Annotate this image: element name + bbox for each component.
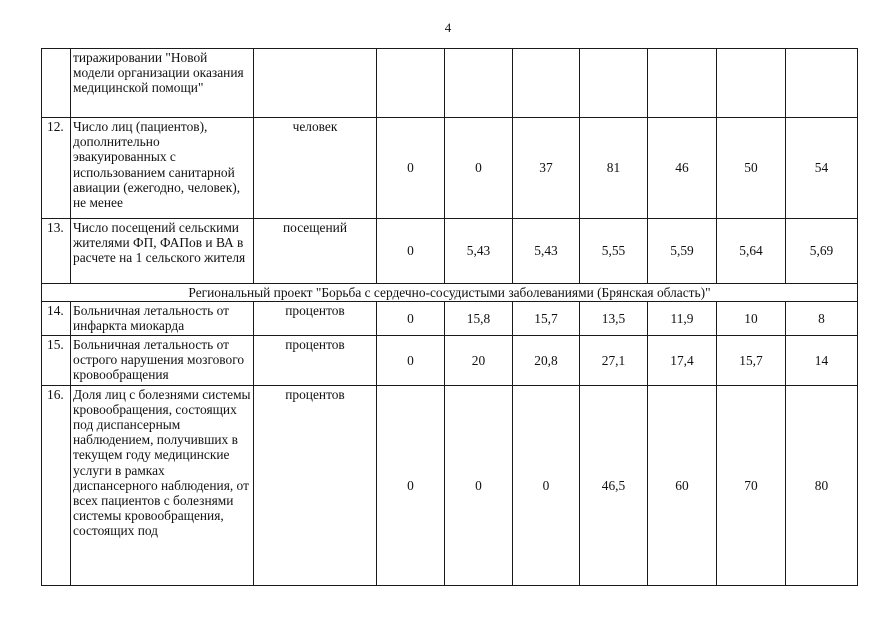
value-cell: 0 — [377, 335, 445, 385]
row-number: 12. — [42, 118, 71, 219]
indicator-name: Число посещений сельскими жителями ФП, ФАПов и ВА в расчете на 1 сельского жителя — [71, 219, 254, 284]
value-cell — [786, 49, 858, 118]
unit-cell: процентов — [254, 335, 377, 385]
value-cell: 14 — [786, 335, 858, 385]
value-cell: 8 — [786, 302, 858, 335]
table-row — [42, 385, 858, 585]
value-cell: 15,8 — [445, 302, 513, 335]
indicator-name: Больничная летальность от инфаркта миокарда — [71, 302, 254, 335]
unit-cell — [254, 49, 377, 118]
section-row — [42, 284, 858, 302]
value-cell: 60 — [648, 385, 717, 585]
table-row — [42, 302, 858, 335]
value-cell: 0 — [513, 385, 580, 585]
value-cell: 5,55 — [580, 219, 648, 284]
value-cell — [377, 49, 445, 118]
unit-cell: человек — [254, 118, 377, 219]
value-cell: 15,7 — [717, 335, 786, 385]
value-cell: 54 — [786, 118, 858, 219]
indicator-name: Число лиц (пациентов), дополнительно эвакуированных с использованием санитарной авиации (ежегодно, человек), не менее — [71, 118, 254, 219]
value-cell: 5,43 — [445, 219, 513, 284]
value-cell: 10 — [717, 302, 786, 335]
value-cell: 46,5 — [580, 385, 648, 585]
table-row — [42, 219, 858, 284]
unit-cell: процентов — [254, 385, 377, 585]
value-cell: 17,4 — [648, 335, 717, 385]
value-cell: 37 — [513, 118, 580, 219]
value-cell: 0 — [377, 219, 445, 284]
value-cell: 70 — [717, 385, 786, 585]
value-cell: 0 — [377, 118, 445, 219]
section-title: Региональный проект "Борьба с сердечно-сосудистыми заболеваниями (Брянская область)" — [42, 284, 858, 302]
row-number: 14. — [42, 302, 71, 335]
value-cell: 27,1 — [580, 335, 648, 385]
row-number — [42, 49, 71, 118]
indicator-name: Больничная летальность от острого нарушения мозгового кровообращения — [71, 335, 254, 385]
page-number: 4 — [444, 20, 452, 35]
value-cell: 81 — [580, 118, 648, 219]
value-cell: 20,8 — [513, 335, 580, 385]
row-number: 13. — [42, 219, 71, 284]
value-cell: 0 — [445, 118, 513, 219]
table-row — [42, 118, 858, 219]
value-cell — [580, 49, 648, 118]
value-cell — [648, 49, 717, 118]
indicator-name: тиражировании "Новой модели организации оказания медицинской помощи" — [71, 49, 254, 118]
value-cell: 0 — [377, 302, 445, 335]
unit-cell: посещений — [254, 219, 377, 284]
value-cell: 11,9 — [648, 302, 717, 335]
unit-cell: процентов — [254, 302, 377, 335]
value-cell: 20 — [445, 335, 513, 385]
value-cell: 80 — [786, 385, 858, 585]
table-row — [42, 49, 858, 118]
value-cell: 46 — [648, 118, 717, 219]
value-cell: 5,59 — [648, 219, 717, 284]
value-cell: 15,7 — [513, 302, 580, 335]
value-cell — [717, 49, 786, 118]
value-cell — [513, 49, 580, 118]
value-cell: 0 — [445, 385, 513, 585]
indicators-table — [41, 48, 858, 586]
value-cell: 50 — [717, 118, 786, 219]
row-number: 16. — [42, 385, 71, 585]
table-row — [42, 335, 858, 385]
value-cell — [445, 49, 513, 118]
indicator-name: Доля лиц с болезнями системы кровообращения, состоящих под диспансерным наблюдением, получивших в текущем году медицинские услуги в рамках диспансерного наблюдения, от всех пациентов с болезнями системы кровообращения, состоящих под — [71, 385, 254, 585]
row-number: 15. — [42, 335, 71, 385]
value-cell: 13,5 — [580, 302, 648, 335]
value-cell: 5,64 — [717, 219, 786, 284]
value-cell: 5,43 — [513, 219, 580, 284]
value-cell: 0 — [377, 385, 445, 585]
value-cell: 5,69 — [786, 219, 858, 284]
